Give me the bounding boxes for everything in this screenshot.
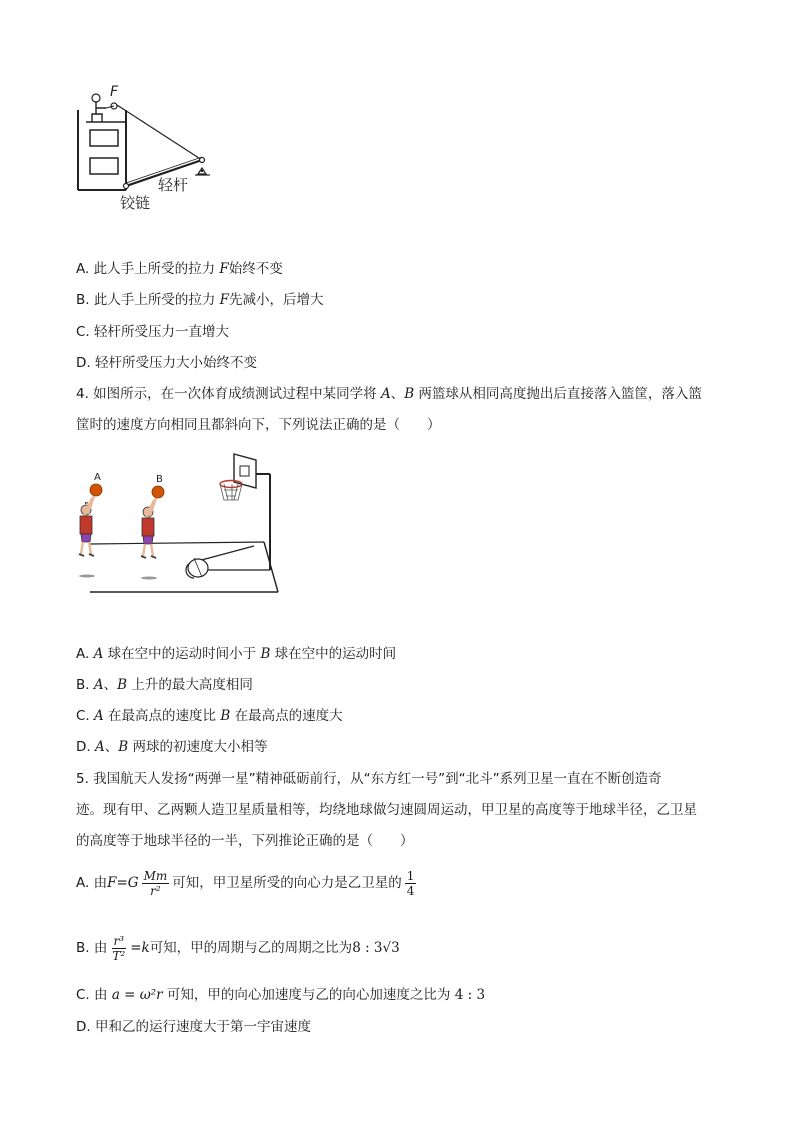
q4-option-d[interactable]: D. A、B 两球的初速度大小相等: [76, 739, 268, 755]
q5-stem-line3: 的高度等于地球半径的一半，下列推论正确的是（ ）: [76, 833, 414, 849]
q5-option-c[interactable]: C. 由 a = ω²r 可知，甲的向心加速度与乙的向心加速度之比为 4 : 3: [76, 987, 486, 1003]
q5-stem-line1: 5. 我国航天人发扬“两弹一星”精神砥砺前行，从“东方红一号”到“北斗”系列卫星一直在不断创造奇: [76, 771, 662, 787]
hinge-label: 铰链: [120, 194, 151, 212]
q5-option-a[interactable]: A. 由 F = G $\frac{Mm}{\text{r²}}$ 可知，甲卫星所受的向心力是乙卫星的 $\frac{1}{4}$: [76, 868, 415, 898]
player-b-label: B: [156, 474, 163, 485]
q3-option-d[interactable]: D. 轻杆所受压力大小始终不变: [76, 355, 257, 371]
q4-option-a[interactable]: A. A 球在空中的运动时间小于 B 球在空中的运动时间: [76, 646, 397, 662]
q4-option-c[interactable]: C. A 在最高点的速度比 B 在最高点的速度大: [76, 708, 343, 724]
q3-option-a[interactable]: A. 此人手上所受的拉力 F始终不变: [76, 261, 283, 277]
figure-pulley-rod: [74, 84, 224, 216]
rod-label: 轻杆: [158, 176, 189, 194]
q3-option-b[interactable]: B. 此人手上所受的拉力 F先减小，后增大: [76, 292, 324, 308]
kepler-fraction: $\frac{\text{r³}}{\text{T²}}$: [112, 933, 126, 963]
q5-option-b[interactable]: B. 由 $\frac{\text{r³}}{\text{T²}}$ = k 可知，甲的周期与乙的周期之比为 8 : 3√3: [76, 933, 400, 963]
gravity-fraction: $\frac{Mm}{\text{r²}}$: [143, 868, 168, 898]
q4-stem-line1: 4. 如图所示，在一次体育成绩测试过程中某同学将 A、B 两篮球从相同高度抛出后直接落入篮筐，落入篮: [76, 386, 702, 402]
figure-basketball: [74, 446, 284, 596]
force-label: F: [110, 84, 119, 100]
player-a-label: A: [94, 472, 101, 483]
q4-option-b[interactable]: B. A、B 上升的最大高度相同: [76, 677, 253, 693]
q5-stem-line2: 迹。现有甲、乙两颗人造卫星质量相等，均绕地球做匀速圆周运动，甲卫星的高度等于地球半径，乙卫星: [76, 802, 697, 818]
q5-option-d[interactable]: D. 甲和乙的运行速度大于第一宇宙速度: [76, 1019, 311, 1035]
one-quarter-fraction: $\frac{1}{4}$: [406, 868, 415, 898]
q3-option-c[interactable]: C. 轻杆所受压力一直增大: [76, 324, 230, 340]
q4-stem-line2: 筐时的速度方向相同且都斜向下，下列说法正确的是（ ）: [76, 417, 441, 433]
